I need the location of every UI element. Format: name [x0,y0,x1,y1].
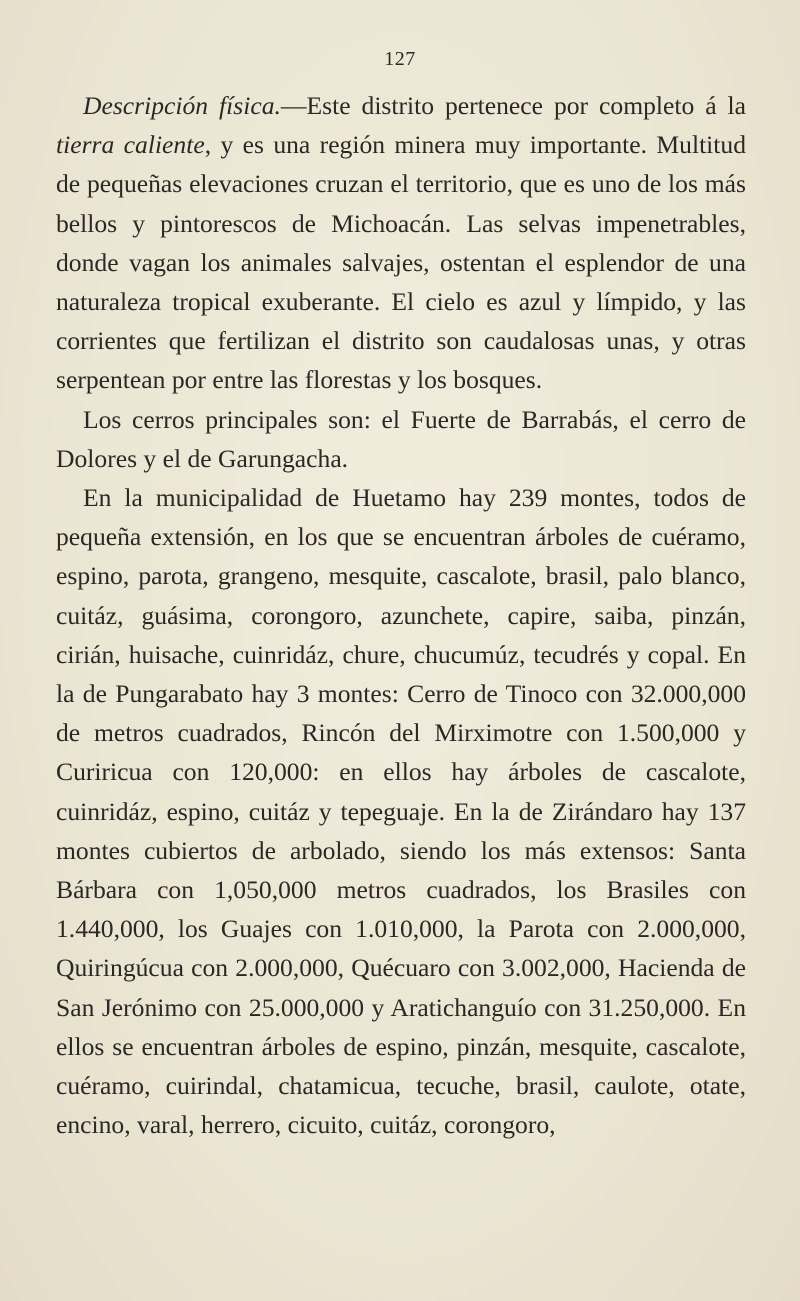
page-number: 127 [384,48,416,70]
paragraph-text: , y es una región minera muy importante. Multitud de pequeñas elevaciones cruzan el territorio, que es uno de los más bellos y pintorescos de Michoacán. Las selvas impenetrables, donde vagan los animales salvajes, ostentan el esplendor de una naturaleza tropical exuberante. El cielo es azul y límpido, y las corrientes que fertilizan el distrito son caudalosas unas, y otras serpentean por entre las florestas y los bosques. [56,130,746,395]
paragraph-text: —Este distrito pertenece por completo á la [280,91,747,120]
emphasis-term: tierra caliente [56,130,205,160]
section-lead: Descripción física. [83,91,281,120]
body-text [56,86,746,1144]
paragraph-description [56,86,746,400]
paragraph-hills: Los cerros principales son: el Fuerte de Barrabás, el cerro de Dolores y el de Garungacha. [56,404,746,473]
paragraph-forests: En la municipalidad de Huetamo hay 239 montes, todos de pequeña extensión, en los que se encuentran árboles de cuéramo, espino, parota, grangeno, mesquite, cascalote, brasil, palo blanco, cuitáz, guásima, corongoro, azunchete, capire, saiba, pinzán, cirián, huisache, cuinridáz, chure, chucumúz, tecudrés y copal. En la de Pungarabato hay 3 montes: Cerro de Tinoco con 32.000,000 de metros cuadrados, Rincón del Mirximotre con 1.500,000 y Curiricua con 120,000: en ellos hay árboles de cascalote, cuinridáz, espino, cuitáz y tepeguaje. En la de Zirándaro hay 137 montes cubiertos de arbolado, siendo los más extensos: Santa Bárbara con 1,050,000 metros cuadrados, los Brasiles con 1.440,000, los Guajes con 1.010,000, la Parota con 2.000,000, Quiringúcua con 2.000,000, Quécuaro con 3.002,000, Hacienda de San Jerónimo con 25.000,000 y Aratichanguío con 31.250,000. En ellos se encuentran árboles de espino, pinzán, mesquite, cascalote, cuéramo, cuirindal, chatamicua, tecuche, brasil, caulote, otate, encino, varal, herrero, cicuito, cuitáz, corongoro, [56,483,746,1140]
